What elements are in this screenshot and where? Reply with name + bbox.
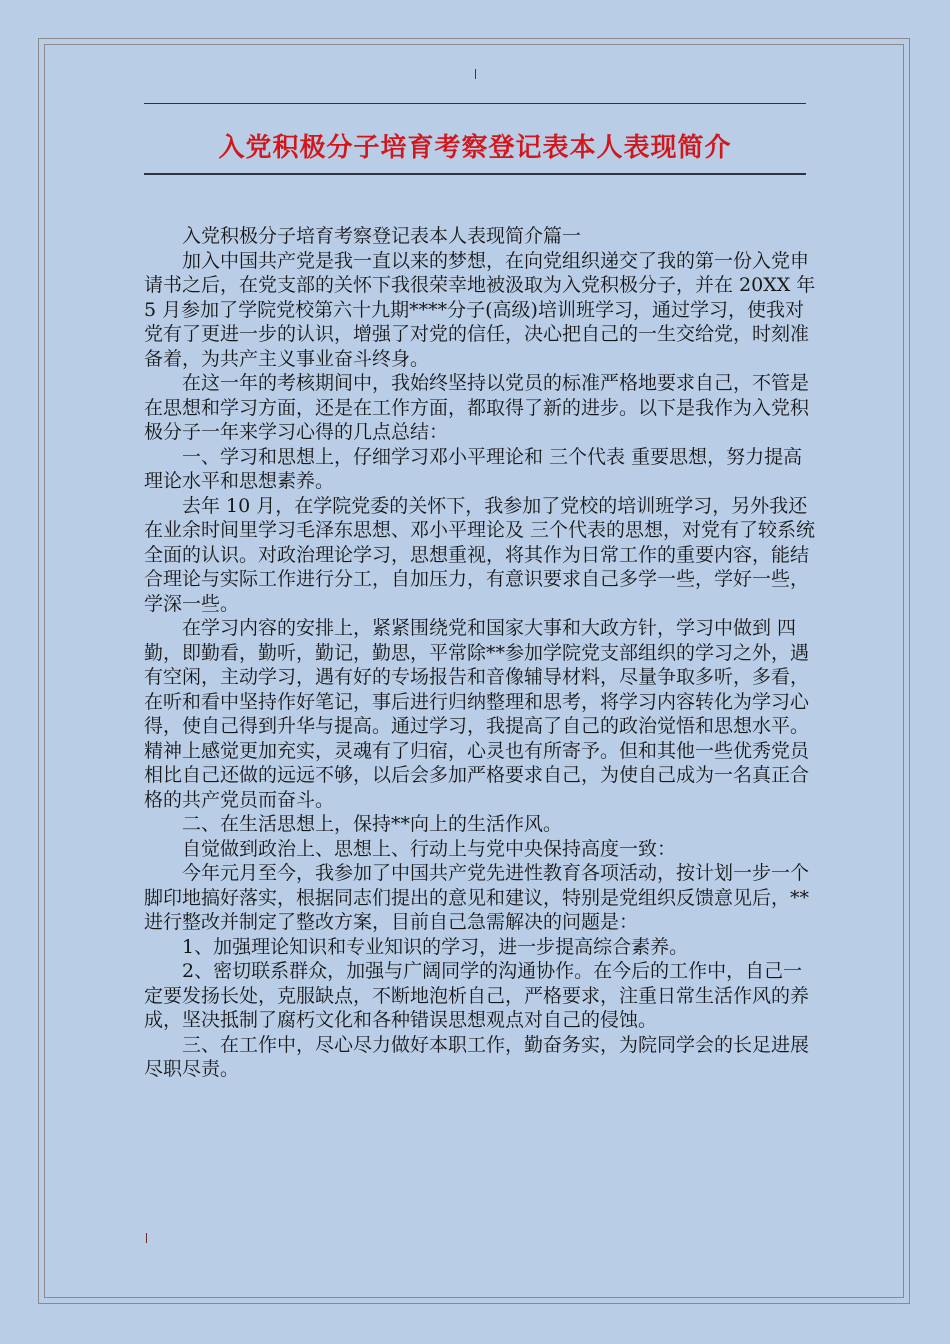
header-mark — [475, 69, 476, 79]
paragraph: 1、加强理论知识和专业知识的学习，进一步提高综合素养。 — [182, 935, 689, 958]
paragraph: 今年元月至今，我参加了中国共产党先进性教育各项活动，按计划一步一个脚印地搞好落实，根据同志们提出的意见和建议，特别是党组织反馈意见后，**进行整改并制定了整改方案，目前自己急需解决的问题是： — [144, 862, 810, 933]
paragraph: 2、密切联系群众，加强与广阔同学的沟通协作。在今后的工作中，自己一定要发扬长处，克服缺点，不断地泡析自己，严格要求，注重日常生活作风的养成，坚决抵制了腐朽文化和各种错误思想观点对自己的侵蚀。 — [144, 960, 810, 1031]
paragraph: 在这一年的考核期间中，我始终坚持以党员的标准严格地要求自己，不管是在思想和学习方面，还是在工作方面，都取得了新的进步。以下是我作为入党积极分子一年来学习心得的几点总结： — [144, 372, 810, 443]
title-underline — [144, 173, 806, 175]
paragraph: 在学习内容的安排上，紧紧围绕党和国家大事和大政方针，学习中做到 四勤，即勤看，勤听，勤记，勤思，平常除**参加学院党支部组织的学习之外，遇有空闲，主动学习，遇有好的专场报告和音像辅导材料，尽量争取多听，多看，在听和看中坚持作好笔记，事后进行归纳整理和思考，将学习内容转化为学习心得，使自己得到升华与提高。通过学习，我提高了自己的政治觉悟和思想水平。精神上感觉更加充实，灵魂有了归宿，心灵也有所寄予。但和其他一些优秀党员相比自己还做的远远不够，以后会多加严格要求自己，为使自己成为一名真正合格的共产党员而奋斗。 — [144, 617, 810, 811]
paragraph: 二、在生活思想上，保持**向上的生活作风。 — [182, 813, 563, 835]
header-rule — [144, 103, 806, 104]
paragraph: 一、学习和思想上，仔细学习邓小平理论和 三个代表 重要思想，努力提高理论水平和思想素养。 — [144, 445, 803, 492]
section-heading: 入党积极分子培育考察登记表本人表现简介篇一 — [182, 225, 582, 247]
document-body — [144, 224, 820, 1082]
footer-mark — [146, 1233, 147, 1243]
paragraph: 加入中国共产党是我一直以来的梦想，在向党组织递交了我的第一份入党申请书之后，在党支部的关怀下我很荣幸地被汲取为入党积极分子，并在 20XX 年 5 月参加了学院党校第六十九期****分子(高级)培训班学习，通过学习，使我对党有了更进一步的认识，增强了对党的信任，决心把自己的一生交给党，时刻准备着，为共产主义事业奋斗终身。 — [144, 249, 816, 370]
paragraph: 去年 10 月，在学院党委的关怀下，我参加了党校的培训班学习，另外我还在业余时间里学习毛泽东思想、邓小平理论及 三个代表的思想，对党有了较系统全面的认识。对政治理论学习，思想重视，将其作为日常工作的重要内容，能结合理论与实际工作进行分工，自加压力，有意识要求自己多学一些，学好一些，学深一些。 — [144, 494, 816, 615]
paragraph: 三、在工作中，尽心尽力做好本职工作，勤奋务实，为院同学会的长足进展尽职尽责。 — [144, 1033, 810, 1080]
document-title: 入党积极分子培育考察登记表本人表现简介 — [218, 133, 732, 163]
paragraph: 自觉做到政治上、思想上、行动上与党中央保持高度一致： — [182, 837, 677, 860]
